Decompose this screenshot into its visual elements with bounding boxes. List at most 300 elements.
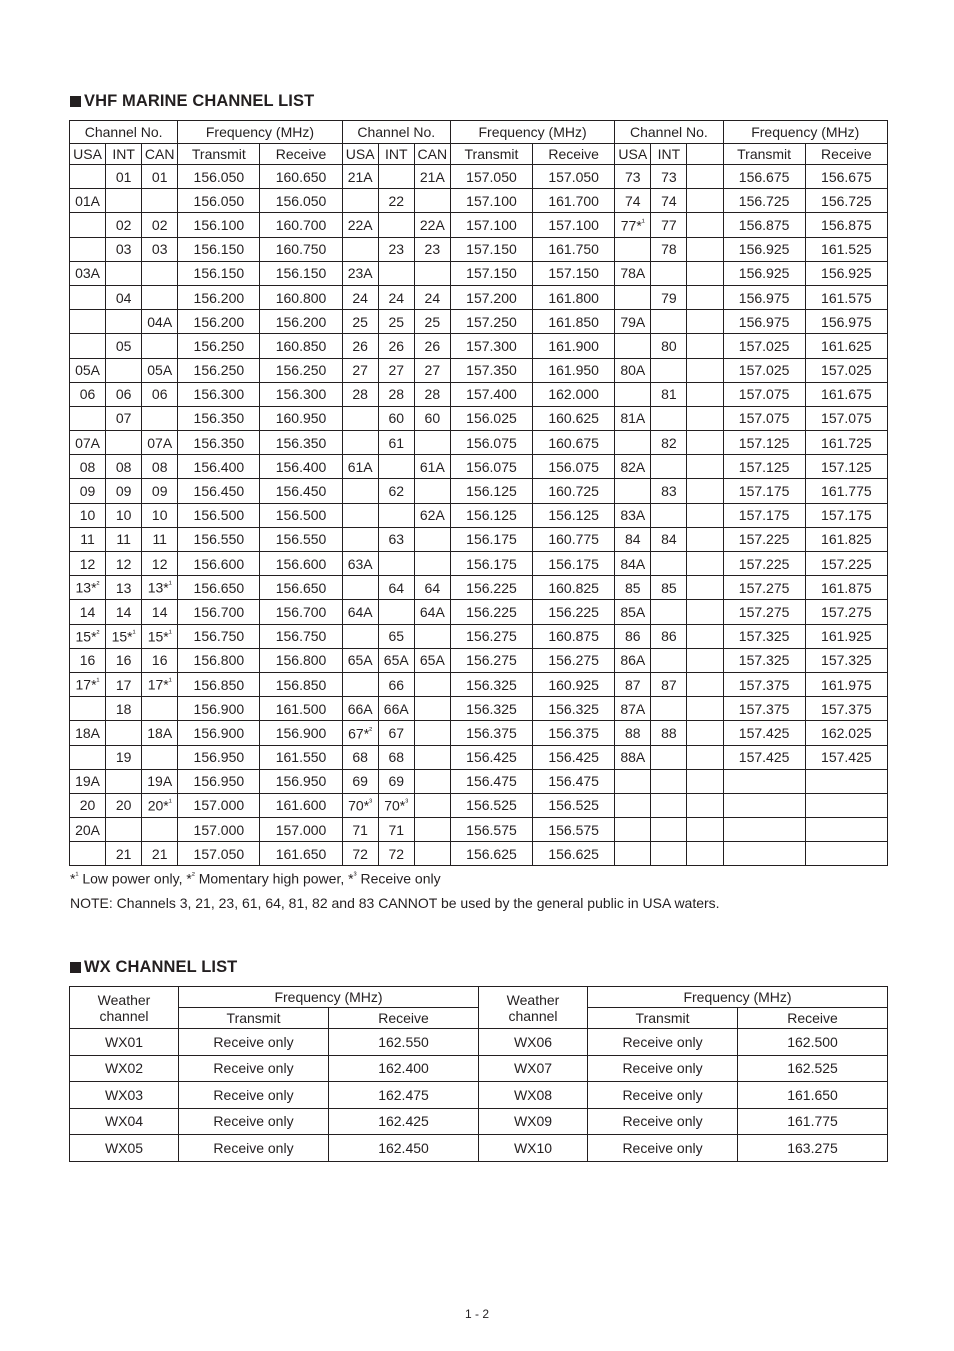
table-row <box>70 769 888 793</box>
table-cell: 79 <box>651 285 687 309</box>
table-cell: 88 <box>615 721 651 745</box>
table-cell: Receive only <box>588 1082 738 1109</box>
table-row <box>70 382 888 406</box>
table-cell: WX08 <box>479 1082 588 1109</box>
table-cell <box>414 527 450 551</box>
table-cell: 84A <box>615 552 651 576</box>
table-cell: 156.325 <box>450 672 532 696</box>
square-bullet-icon <box>70 96 81 107</box>
group-header-cell: Channel No. <box>70 121 178 144</box>
table-cell: 156.175 <box>450 527 532 551</box>
table-cell <box>70 406 106 430</box>
table-cell <box>687 479 723 503</box>
wx-title-text: WX CHANNEL LIST <box>84 958 238 976</box>
table-row <box>70 165 888 189</box>
table-cell <box>142 334 178 358</box>
group-header-cell: Frequency (MHz) <box>450 121 614 144</box>
table-cell: 19 <box>106 745 142 769</box>
table-cell: 161.700 <box>533 189 615 213</box>
table-cell <box>651 648 687 672</box>
table-cell: 72 <box>342 842 378 866</box>
table-cell: 01 <box>142 165 178 189</box>
table-cell: 162.025 <box>805 721 887 745</box>
subheader-cell: INT <box>378 144 414 165</box>
table-cell: 161.875 <box>805 576 887 600</box>
table-cell: 82A <box>615 455 651 479</box>
table-cell: 161.550 <box>260 745 342 769</box>
table-cell: 156.475 <box>533 769 615 793</box>
table-row <box>70 793 888 817</box>
table-cell <box>414 624 450 648</box>
table-cell: 20 <box>70 793 106 817</box>
table-cell: 61 <box>378 431 414 455</box>
square-bullet-icon <box>70 962 81 973</box>
table-cell: 08 <box>106 455 142 479</box>
subheader-cell: Receive <box>260 144 342 165</box>
table-cell <box>687 189 723 213</box>
table-cell: 79A <box>615 310 651 334</box>
table-cell <box>142 745 178 769</box>
table-row <box>70 285 888 309</box>
table-cell: 27 <box>342 358 378 382</box>
table-cell <box>142 818 178 842</box>
table-cell: 157.000 <box>260 818 342 842</box>
table-cell: 157.050 <box>178 842 260 866</box>
table-cell <box>687 455 723 479</box>
table-cell <box>651 406 687 430</box>
group-header-cell: Frequency (MHz) <box>178 121 342 144</box>
table-cell: 28 <box>342 382 378 406</box>
table-cell: 69 <box>378 769 414 793</box>
table-cell: 161.950 <box>533 358 615 382</box>
table-cell: 156.325 <box>533 697 615 721</box>
table-cell: 80 <box>651 334 687 358</box>
table-cell <box>106 818 142 842</box>
table-cell: 23 <box>414 237 450 261</box>
table-cell: 06 <box>70 382 106 406</box>
table-cell: 160.950 <box>260 406 342 430</box>
table-cell: 67 <box>378 721 414 745</box>
table-cell: 157.250 <box>450 310 532 334</box>
table-cell: 161.725 <box>805 431 887 455</box>
table-cell: 26 <box>342 334 378 358</box>
table-cell: 157.200 <box>450 285 532 309</box>
table-cell: 156.850 <box>260 672 342 696</box>
table-cell: 157.400 <box>450 382 532 406</box>
frequency-header: Frequency (MHz) <box>179 987 479 1008</box>
table-cell: 84 <box>651 527 687 551</box>
table-cell: 157.425 <box>805 745 887 769</box>
table-cell <box>378 455 414 479</box>
table-cell <box>70 310 106 334</box>
table-row <box>70 721 888 745</box>
table-row <box>70 213 888 237</box>
table-cell <box>378 600 414 624</box>
table-cell <box>687 624 723 648</box>
table-cell: 20 <box>106 793 142 817</box>
table-cell: 156.875 <box>723 213 805 237</box>
table-cell: 161.825 <box>805 527 887 551</box>
table-cell: 156.750 <box>260 624 342 648</box>
table-cell: 04 <box>106 285 142 309</box>
table-cell: WX09 <box>479 1108 588 1135</box>
table-cell: 60 <box>414 406 450 430</box>
table-row <box>70 1108 888 1135</box>
table-cell: 22A <box>342 213 378 237</box>
table-cell: 161.775 <box>738 1108 888 1135</box>
table-cell: 83 <box>651 479 687 503</box>
table-cell: 157.150 <box>533 261 615 285</box>
table-cell: 162.000 <box>533 382 615 406</box>
table-cell: 07A <box>142 431 178 455</box>
table-cell: 156.250 <box>260 358 342 382</box>
table-cell: 161.600 <box>260 793 342 817</box>
table-cell: 156.425 <box>533 745 615 769</box>
table-cell <box>615 842 651 866</box>
table-cell: Receive only <box>179 1082 329 1109</box>
table-cell <box>378 552 414 576</box>
table-row <box>70 431 888 455</box>
table-cell <box>687 358 723 382</box>
table-cell: 160.625 <box>533 406 615 430</box>
table-cell: 156.625 <box>450 842 532 866</box>
table-cell: 27 <box>378 358 414 382</box>
table-cell: 162.450 <box>329 1135 479 1162</box>
table-cell: 157.375 <box>723 672 805 696</box>
table-cell: 04A <box>142 310 178 334</box>
table-cell: 160.750 <box>260 237 342 261</box>
table-cell <box>687 745 723 769</box>
table-cell <box>106 721 142 745</box>
table-cell <box>615 479 651 503</box>
table-cell: 157.075 <box>723 382 805 406</box>
table-cell: Receive only <box>179 1029 329 1056</box>
table-cell: 157.275 <box>723 576 805 600</box>
table-cell: 64A <box>342 600 378 624</box>
table-cell: 25 <box>378 310 414 334</box>
table-cell <box>414 672 450 696</box>
table-cell: 156.925 <box>723 261 805 285</box>
table-cell: 156.150 <box>260 261 342 285</box>
table-cell: Receive only <box>179 1108 329 1135</box>
table-cell: 157.100 <box>450 213 532 237</box>
table-cell <box>106 261 142 285</box>
table-cell <box>687 697 723 721</box>
table-cell: 12 <box>70 552 106 576</box>
table-cell: 157.300 <box>450 334 532 358</box>
table-cell: 160.725 <box>533 479 615 503</box>
table-cell <box>687 406 723 430</box>
table-cell: 07 <box>106 406 142 430</box>
table-cell <box>342 431 378 455</box>
table-cell: 156.925 <box>723 237 805 261</box>
table-cell <box>723 769 805 793</box>
table-cell: 156.350 <box>178 406 260 430</box>
table-cell <box>723 793 805 817</box>
transmit-header: Transmit <box>588 1008 738 1029</box>
table-cell: 160.850 <box>260 334 342 358</box>
table-cell: 21A <box>342 165 378 189</box>
table-cell: 156.425 <box>450 745 532 769</box>
table-row <box>70 552 888 576</box>
table-cell <box>615 769 651 793</box>
table-cell: 77*$^{^1}$ <box>615 213 651 237</box>
table-cell: 23A <box>342 261 378 285</box>
table-cell: 21 <box>106 842 142 866</box>
table-cell: 85 <box>615 576 651 600</box>
table-cell: 156.350 <box>260 431 342 455</box>
table-cell <box>651 745 687 769</box>
table-cell <box>615 818 651 842</box>
table-cell: 161.775 <box>805 479 887 503</box>
table-cell: 73 <box>651 165 687 189</box>
table-cell: 78A <box>615 261 651 285</box>
table-cell: Receive only <box>179 1055 329 1082</box>
table-cell: 68 <box>378 745 414 769</box>
table-cell: 156.300 <box>260 382 342 406</box>
table-cell: 157.025 <box>723 334 805 358</box>
table-cell: 161.500 <box>260 697 342 721</box>
table-cell: 05 <box>106 334 142 358</box>
table-cell: 156.550 <box>260 527 342 551</box>
table-row <box>70 310 888 334</box>
table-cell: 156.725 <box>723 189 805 213</box>
table-cell: 64 <box>414 576 450 600</box>
table-cell: 157.100 <box>533 213 615 237</box>
table-cell: 09 <box>70 479 106 503</box>
table-cell <box>342 503 378 527</box>
frequency-header: Frequency (MHz) <box>588 987 888 1008</box>
subheader-cell: Transmit <box>178 144 260 165</box>
table-cell <box>342 576 378 600</box>
table-cell: 83A <box>615 503 651 527</box>
table-cell: WX03 <box>70 1082 179 1109</box>
vhf-channel-table <box>69 120 888 866</box>
receive-header: Receive <box>329 1008 479 1029</box>
table-cell: 07A <box>70 431 106 455</box>
table-cell: 156.900 <box>178 721 260 745</box>
table-cell <box>106 431 142 455</box>
table-cell: 157.150 <box>450 237 532 261</box>
table-cell <box>687 431 723 455</box>
table-cell: 15*$^{^1}$ <box>106 624 142 648</box>
table-cell: WX01 <box>70 1029 179 1056</box>
table-cell: 10 <box>70 503 106 527</box>
table-cell: 156.075 <box>450 431 532 455</box>
table-cell <box>805 842 887 866</box>
table-cell: 17*$^{^1}$ <box>142 672 178 696</box>
table-cell: 156.875 <box>805 213 887 237</box>
table-cell: 13*$^{^2}$ <box>70 576 106 600</box>
subheader-cell: Receive <box>533 144 615 165</box>
subheader-cell: Transmit <box>450 144 532 165</box>
table-cell: 156.400 <box>178 455 260 479</box>
subheader-cell: USA <box>615 144 651 165</box>
table-cell <box>378 213 414 237</box>
table-cell: WX07 <box>479 1055 588 1082</box>
table-cell: 69 <box>342 769 378 793</box>
table-cell: 25 <box>414 310 450 334</box>
table-cell <box>615 382 651 406</box>
table-cell: 78 <box>651 237 687 261</box>
table-cell <box>414 431 450 455</box>
table-cell: 156.050 <box>178 189 260 213</box>
table-cell: 15*$^{^2}$ <box>70 624 106 648</box>
table-cell: 160.925 <box>533 672 615 696</box>
table-cell: 156.325 <box>450 697 532 721</box>
table-cell: 61A <box>414 455 450 479</box>
table-cell: 156.900 <box>260 721 342 745</box>
table-cell: 157.325 <box>805 648 887 672</box>
subheader-cell: INT <box>651 144 687 165</box>
table-cell: 01A <box>70 189 106 213</box>
table-cell: 156.725 <box>805 189 887 213</box>
table-cell <box>378 261 414 285</box>
receive-header: Receive <box>738 1008 888 1029</box>
table-cell: 160.775 <box>533 527 615 551</box>
table-cell: WX05 <box>70 1135 179 1162</box>
table-cell: 27 <box>414 358 450 382</box>
table-cell <box>687 261 723 285</box>
table-cell: 88A <box>615 745 651 769</box>
table-row <box>70 189 888 213</box>
table-cell: 66A <box>342 697 378 721</box>
table-cell: 157.000 <box>178 818 260 842</box>
table-cell: 160.700 <box>260 213 342 237</box>
table-cell: 03A <box>70 261 106 285</box>
table-cell <box>687 648 723 672</box>
table-cell <box>414 721 450 745</box>
table-cell <box>378 503 414 527</box>
table-cell: 156.600 <box>260 552 342 576</box>
table-cell: 18A <box>70 721 106 745</box>
table-cell: 157.050 <box>533 165 615 189</box>
table-row <box>70 624 888 648</box>
table-cell: 156.225 <box>450 576 532 600</box>
table-cell: 14 <box>106 600 142 624</box>
table-cell: 162.400 <box>329 1055 479 1082</box>
table-row <box>70 358 888 382</box>
subheader-cell: Receive <box>805 144 887 165</box>
table-cell <box>687 165 723 189</box>
table-cell: 85 <box>651 576 687 600</box>
table-cell <box>651 697 687 721</box>
table-row <box>70 600 888 624</box>
vhf-group-header-row <box>70 121 888 144</box>
table-cell: 157.025 <box>805 358 887 382</box>
table-cell <box>414 818 450 842</box>
table-cell: 156.700 <box>260 600 342 624</box>
table-cell: 157.225 <box>723 527 805 551</box>
table-cell <box>615 431 651 455</box>
table-cell: 22A <box>414 213 450 237</box>
table-cell: 161.625 <box>805 334 887 358</box>
table-cell: 20*$^{^1}$ <box>142 793 178 817</box>
wx-header-row <box>70 987 888 1008</box>
table-cell: 156.300 <box>178 382 260 406</box>
table-cell <box>142 406 178 430</box>
subheader-cell <box>687 144 723 165</box>
table-cell <box>142 697 178 721</box>
table-row <box>70 455 888 479</box>
table-cell: 80A <box>615 358 651 382</box>
table-cell: 157.225 <box>723 552 805 576</box>
group-header-cell: Channel No. <box>615 121 723 144</box>
table-cell: 12 <box>106 552 142 576</box>
table-row <box>70 1082 888 1109</box>
table-cell: 18A <box>142 721 178 745</box>
table-cell: 68 <box>342 745 378 769</box>
table-cell: 156.575 <box>450 818 532 842</box>
table-cell: 16 <box>142 648 178 672</box>
table-cell: 10 <box>142 503 178 527</box>
table-cell: 160.675 <box>533 431 615 455</box>
table-cell: 162.500 <box>738 1029 888 1056</box>
table-cell: 20A <box>70 818 106 842</box>
table-cell: 87A <box>615 697 651 721</box>
table-cell: 70*$^{^3}$ <box>378 793 414 817</box>
table-cell: 156.225 <box>533 600 615 624</box>
table-cell <box>687 527 723 551</box>
table-cell <box>651 842 687 866</box>
wx-section-title <box>70 958 237 977</box>
table-cell: 156.250 <box>178 358 260 382</box>
table-cell <box>805 793 887 817</box>
table-cell: 156.150 <box>178 237 260 261</box>
table-cell: Receive only <box>588 1029 738 1056</box>
table-cell: 62A <box>414 503 450 527</box>
table-cell: 157.375 <box>723 697 805 721</box>
table-cell <box>687 576 723 600</box>
table-cell: 156.675 <box>805 165 887 189</box>
table-cell <box>70 842 106 866</box>
table-cell <box>414 697 450 721</box>
table-cell: 157.275 <box>805 600 887 624</box>
table-cell: 11 <box>70 527 106 551</box>
table-cell: 08 <box>70 455 106 479</box>
table-cell: 156.850 <box>178 672 260 696</box>
table-row <box>70 745 888 769</box>
table-cell: 13*$^{^1}$ <box>142 576 178 600</box>
table-cell <box>342 624 378 648</box>
table-cell: 03 <box>142 237 178 261</box>
table-cell: 156.575 <box>533 818 615 842</box>
page-number: 1 - 2 <box>464 1307 489 1321</box>
table-cell: 162.475 <box>329 1082 479 1109</box>
table-cell: 156.650 <box>260 576 342 600</box>
table-cell: 24 <box>414 285 450 309</box>
table-cell <box>142 189 178 213</box>
table-cell <box>651 358 687 382</box>
table-cell <box>723 842 805 866</box>
table-cell: 65A <box>378 648 414 672</box>
table-row <box>70 503 888 527</box>
table-cell: 156.175 <box>533 552 615 576</box>
table-cell: 161.525 <box>805 237 887 261</box>
table-cell: WX06 <box>479 1029 588 1056</box>
table-cell: 05A <box>142 358 178 382</box>
table-cell: 02 <box>106 213 142 237</box>
table-cell: 156.200 <box>178 310 260 334</box>
table-cell: 157.275 <box>723 600 805 624</box>
table-cell: 156.075 <box>450 455 532 479</box>
table-cell <box>651 261 687 285</box>
table-cell: 157.175 <box>723 479 805 503</box>
table-cell: 26 <box>378 334 414 358</box>
table-cell <box>414 793 450 817</box>
table-cell: 62 <box>378 479 414 503</box>
table-cell: 161.675 <box>805 382 887 406</box>
